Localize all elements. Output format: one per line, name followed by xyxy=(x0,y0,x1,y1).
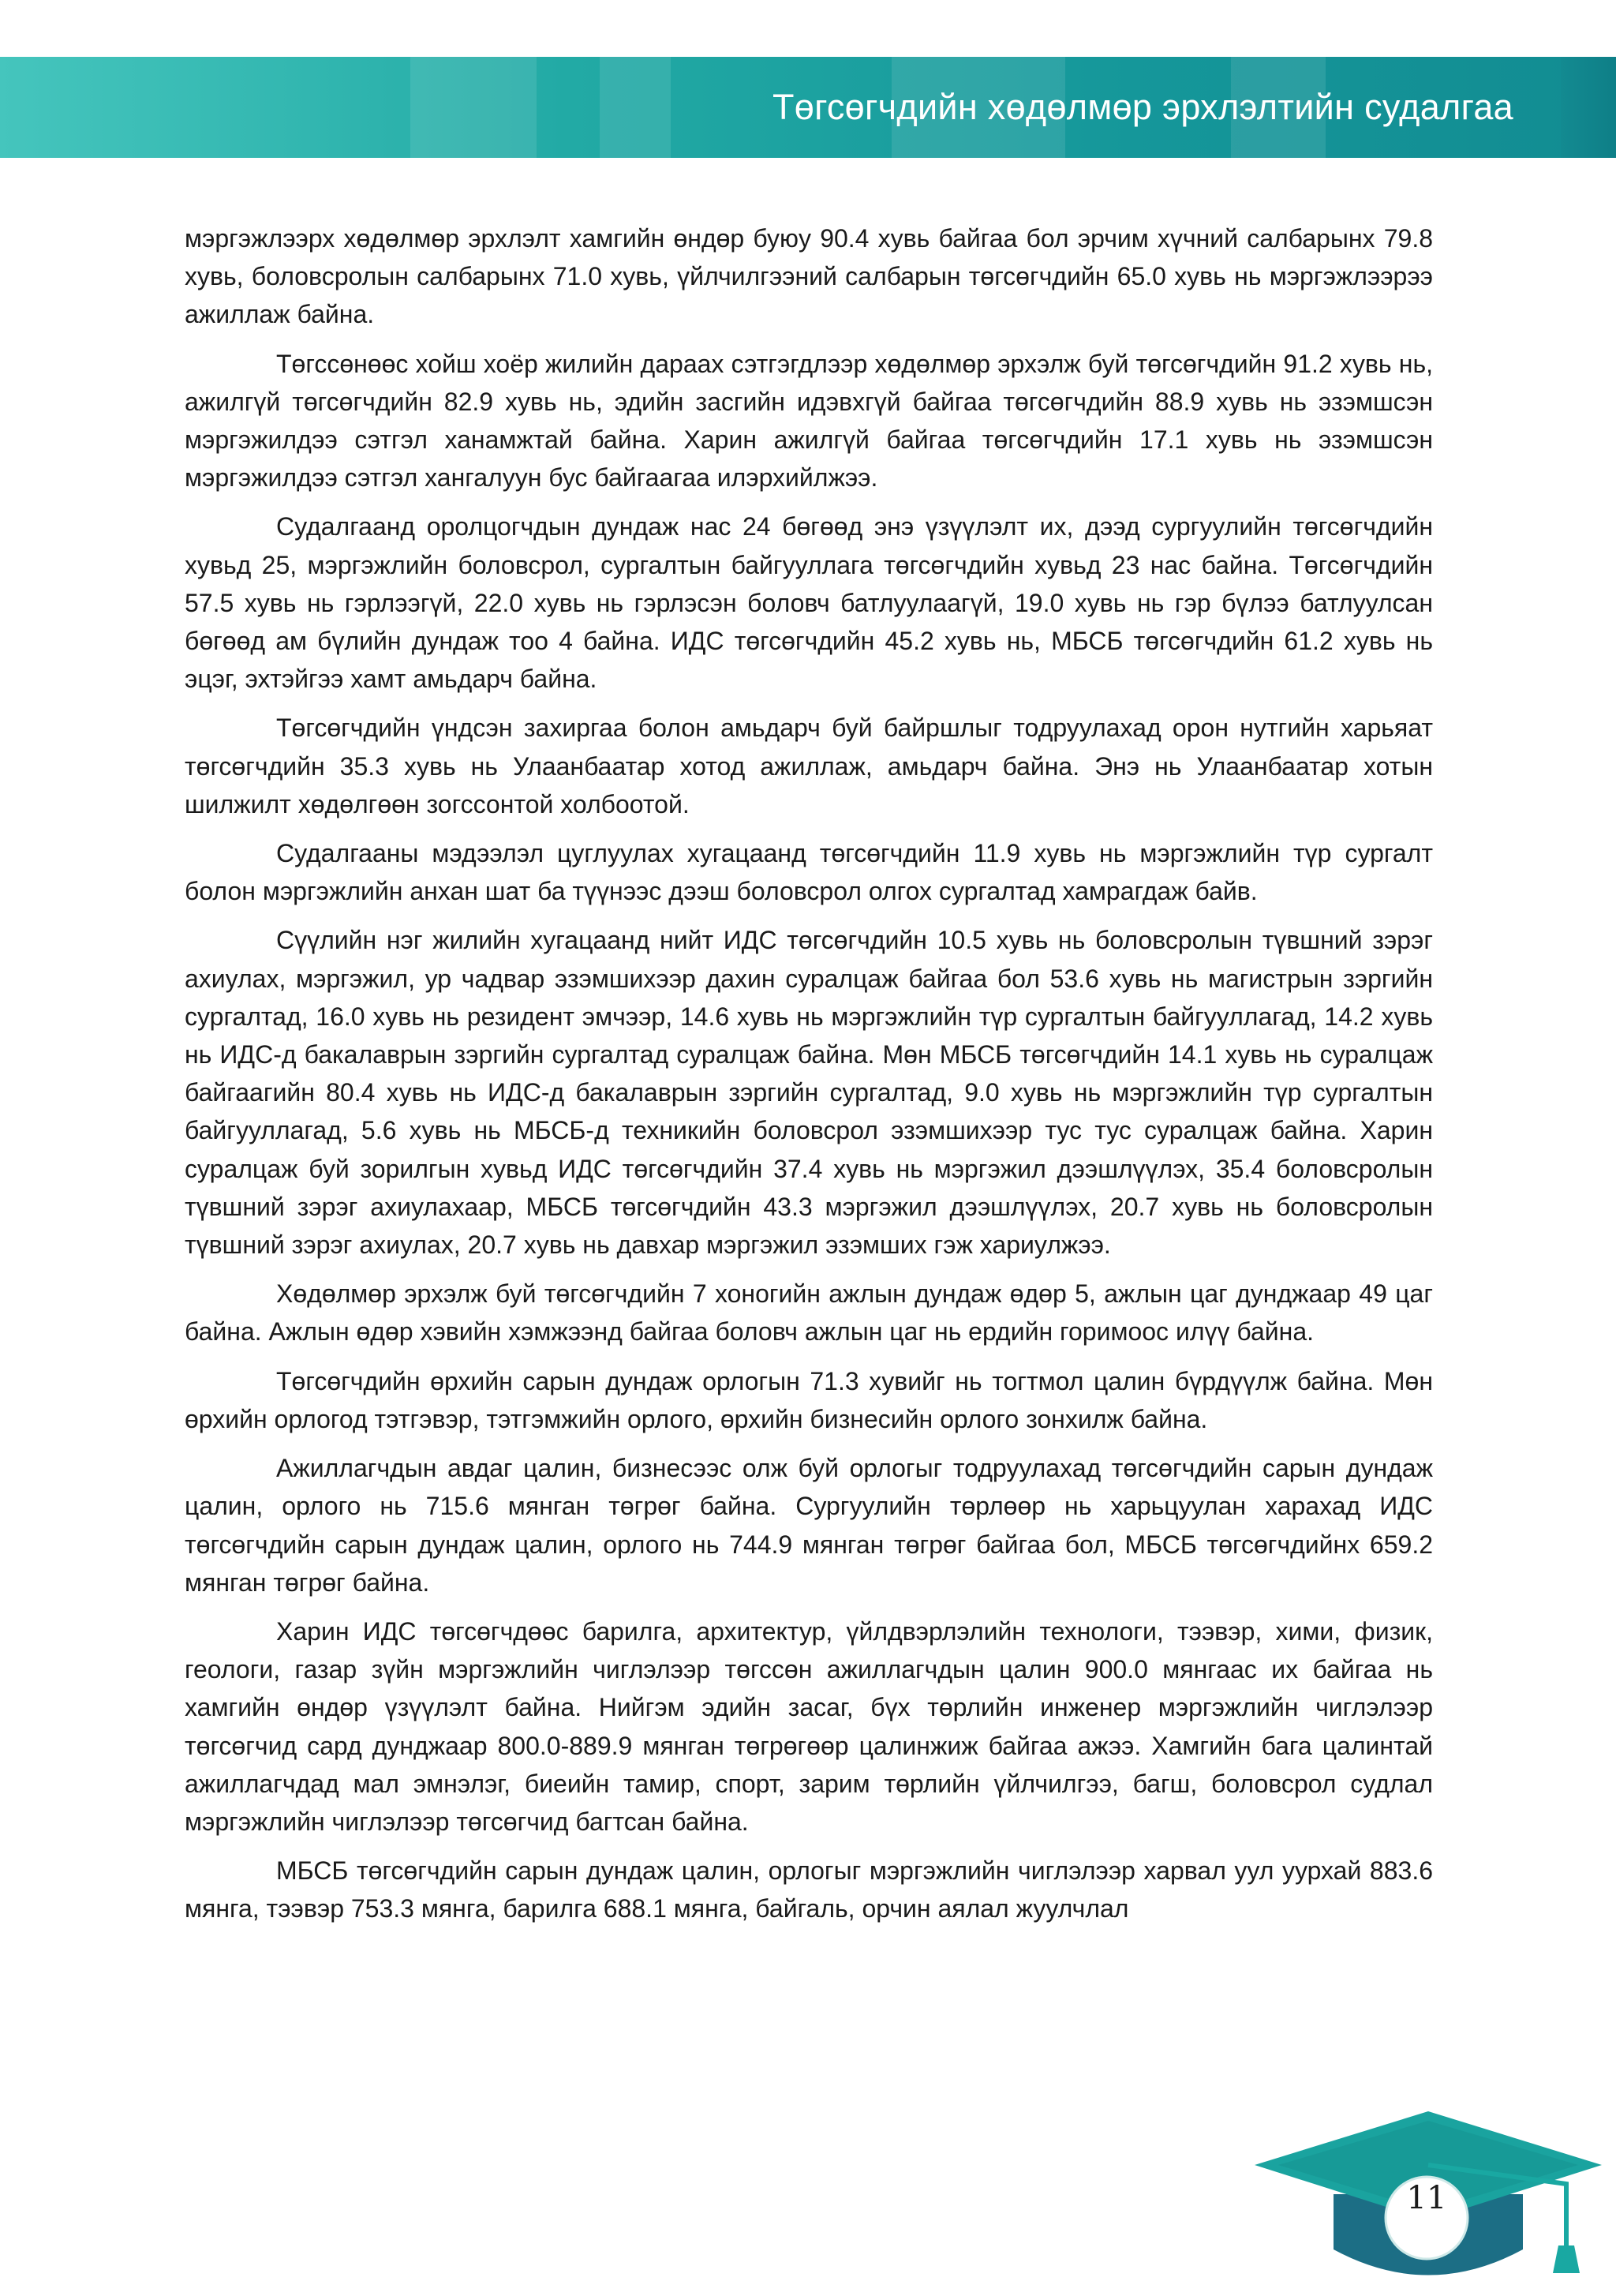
paragraph: Харин ИДС төгсөгчдөөс барилга, архитектур, үйлдвэрлэлийн технологи, тээвэр, хими, физик, геологи, газар зүйн мэргэжлийн чиглэлээр төгссөн ажиллагчдын цалин 900.0 мянгаас их байгаа нь хамгийн өндөр үзүүлэлт байна. Нийгэм эдийн засаг, бүх төрлийн инженер мэргэжлийн чиглэлээр төгсөгчид сард дунджаар 800.0-889.9 мянган төгрөгөөр цалинжиж байгаа ажээ. Хамгийн бага цалинтай ажиллагчдад мал эмнэлэг, биеийн тамир, спорт, зарим төрлийн үйлчилгээ, багш, боловсрол судлал мэргэжлийн чиглэлээр төгсөгчид багтсан байна. xyxy=(185,1616,1433,1836)
paragraph: Хөдөлмөр эрхэлж буй төгсөгчдийн 7 хоногийн ажлын дундаж өдөр 5, ажлын цаг дунджаар 49 цаг байна. Ажлын өдөр хэвийн хэмжээнд байгаа боловч ажлын цаг нь ердийн горимоос илүү байна. xyxy=(185,1279,1433,1347)
document-body xyxy=(185,219,1433,1939)
paragraph: Төгссөнөөс хойш хоёр жилийн дараах сэтгэгдлээр хөдөлмөр эрхэлж буй төгсөгчдийн 91.2 хувь нь, ажилгүй төгсөгчдийн 82.9 хувь нь, эдийн засгийн идэвхгүй байгаа төгсөгчдийн 88.9 хувь нь эзэмшсэн мэргэжилдээ сэтгэл ханамжтай байна. Харин ажилгүй байгаа төгсөгчдийн 17.1 хувь нь эзэмшсэн мэргэжилдээ сэтгэл хангалуун бус байгаагаа илэрхийлжээ. xyxy=(185,349,1433,493)
header-stripe xyxy=(600,57,671,158)
paragraph: Судалгааны мэдээлэл цуглуулах хугацаанд төгсөгчдийн 11.9 хувь нь мэргэжлийн түр сургалт болон мэргэжлийн анхан шат ба түүнээс дээш боловсрол олгох сургалтад хамрагдаж байв. xyxy=(185,839,1433,906)
page-number: 11 xyxy=(1406,2180,1447,2216)
paragraph: мэргэжлээрх хөдөлмөр эрхлэлт хамгийн өндөр буюу 90.4 хувь байгаа бол эрчим хүчний салбарынх 79.8 хувь, боловсролын салбарынх 71.0 хувь, үйлчилгээний салбарын төгсөгчдийн 65.0 хувь нь мэргэжлээрээ ажиллаж байна. xyxy=(185,224,1433,329)
header-stripe xyxy=(410,57,537,158)
paragraph: МБСБ төгсөгчдийн сарын дундаж цалин, орлогыг мэргэжлийн чиглэлээр харвал уул уурхай 883.6 мянга, тээвэр 753.3 мянга, барилга 688.1 мянга, байгаль, орчин аялал жуулчлал xyxy=(185,1856,1433,1923)
paragraph: Ажиллагчдын авдаг цалин, бизнесээс олж буй орлогыг тодруулахад төгсөгчдийн сарын дундаж цалин, орлого нь 715.6 мянган төгрөг байна. Сургуулийн төрлөөр нь харьцуулан харахад ИДС төгсөгчдийн сарын дундаж цалин, орлого нь 744.9 мянган төгрөг байгаа бол, МБСБ төгсөгчдийнх 659.2 мянган төгрөг байна. xyxy=(185,1454,1433,1597)
paragraph: Төгсөгчдийн үндсэн захиргаа болон амьдарч буй байршлыг тодруулахад орон нутгийн харьяат төгсөгчдийн 35.3 хувь нь Улаанбаатар хотод ажиллаж, амьдарч байна. Энэ нь Улаанбаатар хотын шилжилт хөдөлгөөн зогссонтой холбоотой. xyxy=(185,714,1433,818)
paragraph: Сүүлийн нэг жилийн хугацаанд нийт ИДС төгсөгчдийн 10.5 хувь нь боловсролын түвшний зэрэг ахиулах, мэргэжил, ур чадвар эзэмшихээр дахин суралцаж байгаа бол 53.6 хувь нь магистрын зэргийн сургалтад, 16.0 хувь нь резидент эмчээр, 14.6 хувь нь мэргэжлийн түр сургалтын байгууллагад, 14.2 хувь нь ИДС-д бакалаврын зэргийн сургалтад суралцаж байна. Мөн МБСБ төгсөгчдийн 14.1 хувь нь суралцаж байгаагийн 80.4 хувь нь ИДС-д бакалаврын зэргийн сургалтад, 9.0 хувь нь мэргэжлийн түр сургалтын байгууллагад, 5.6 хувь нь МБСБ-д техникийн боловсрол эзэмшихээр тус тус суралцаж байна. Харин суралцаж буй зорилгын хувьд ИДС төгсөгчдийн 37.4 хувь нь мэргэжил дээшлүүлэх, 35.4 боловсролын түвшний зэрэг ахиулахаар, МБСБ төгсөгчдийн 43.3 мэргэжил дээшлүүлэх, 20.7 хувь нь боловсролын түвшний зэрэг ахиулах, 20.7 хувь нь давхар мэргэжил эзэмших гэж хариулжээ. xyxy=(185,926,1433,1260)
paragraph: Судалгаанд оролцогчдын дундаж нас 24 бөгөөд энэ үзүүлэлт их, дээд сургуулийн төгсөгчдийн хувьд 25, мэргэжлийн боловсрол, сургалтын байгууллага төгсөгчдийн хувьд 23 нас байна. Төгсөгчдийн 57.5 хувь нь гэрлээгүй, 22.0 хувь нь гэрлэсэн боловч батлуулаагүй, 19.0 хувь нь гэр бүлээ батлуулсан бөгөөд ам бүлийн дундаж тоо 4 байна. ИДС төгсөгчдийн 45.2 хувь нь, МБСБ төгсөгчдийн 61.2 хувь нь эцэг, эхтэйгээ хамт амьдарч байна. xyxy=(185,512,1433,694)
paragraph: Төгсөгчдийн өрхийн сарын дундаж орлогын 71.3 хувийг нь тогтмол цалин бүрдүүлж байна. Мөн өрхийн орлогод тэтгэвэр, тэтгэмжийн орлого, өрхийн бизнесийн орлого зонхилж байна. xyxy=(185,1366,1433,1433)
header-edge xyxy=(1561,57,1616,158)
page-header-title: Төгсөгчдийн хөдөлмөр эрхлэлтийн судалгаа xyxy=(772,87,1513,127)
